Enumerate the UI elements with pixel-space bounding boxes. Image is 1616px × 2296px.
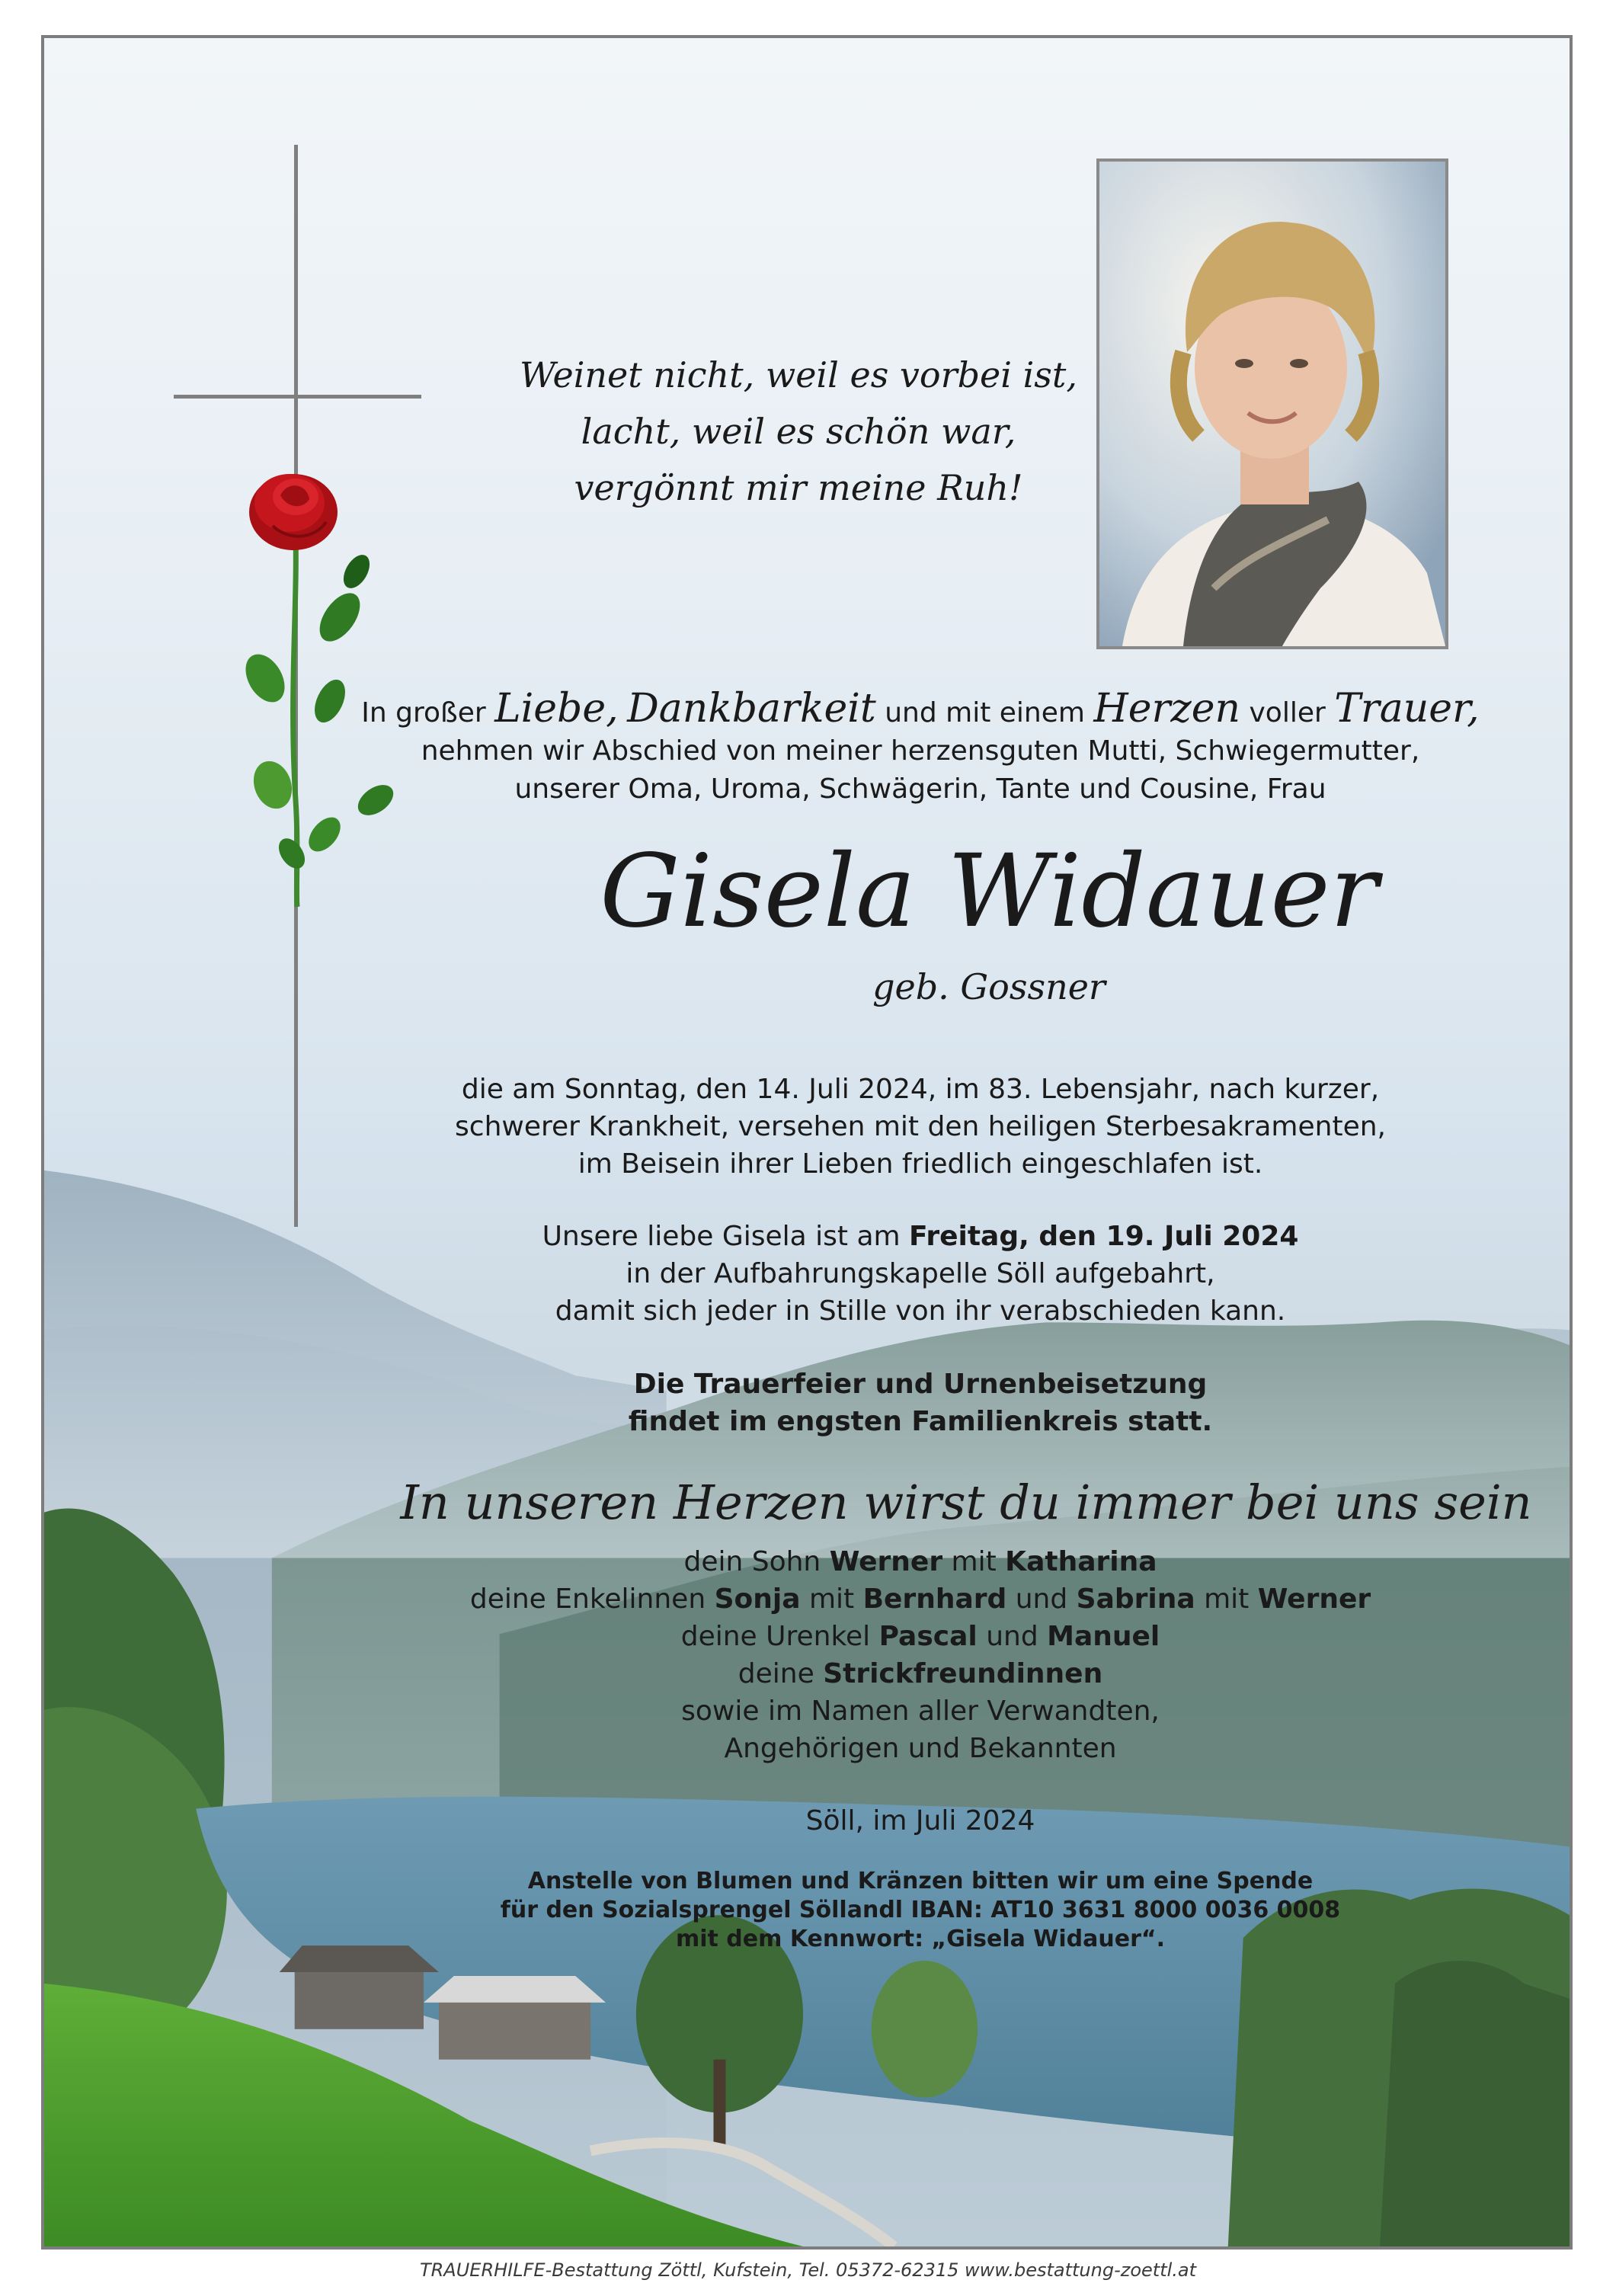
donation-line: für den Sozialsprengel Söllandl IBAN: AT10 3631 8000 0036 0008 — [500, 1897, 1341, 1923]
quote-line: lacht, weil es schön war, — [581, 411, 1016, 452]
donation-line: mit dem Kennwort: „Gisela Widauer“. — [675, 1926, 1166, 1952]
viewing-paragraph — [349, 1218, 1492, 1330]
word-dankbarkeit: Dankbarkeit — [627, 686, 876, 732]
farewell-quote — [517, 347, 1080, 516]
intro-line-2: nehmen wir Abschied von meiner herzensguten Mutti, Schwiegermutter, — [421, 735, 1420, 767]
cross-horizontal-beam — [174, 395, 421, 399]
word-liebe: Liebe, — [494, 686, 619, 732]
portrait-photo — [1096, 159, 1448, 649]
intro-line-3: unserer Oma, Uroma, Schwägerin, Tante und Cousine, Frau — [514, 773, 1326, 805]
donation-line: Anstelle von Blumen und Kränzen bitten wir um eine Spende — [527, 1868, 1314, 1894]
obituary-card — [41, 35, 1573, 2250]
mourners-list — [349, 1543, 1492, 1767]
viewing-line-1: Unsere liebe Gisela ist am Freitag, den 19. Juli 2024 — [542, 1221, 1299, 1252]
birth-name: geb. Gossner — [872, 966, 1106, 1007]
viewing-line-3: damit sich jeder in Stille von ihr verabschieden kann. — [555, 1295, 1286, 1327]
ceremony-line: Die Trauerfeier und Urnenbeisetzung — [633, 1369, 1208, 1400]
mourner-line: deine Urenkel Pascal und Manuel — [680, 1621, 1160, 1652]
quote-line: vergönnt mir meine Ruh! — [574, 467, 1023, 508]
cross-with-rose — [174, 145, 425, 1227]
intro-text — [349, 686, 1492, 809]
mourner-line: dein Sohn Werner mit Katharina — [683, 1546, 1157, 1577]
ceremony-notice — [349, 1366, 1492, 1440]
mourner-line: deine Strickfreundinnen — [738, 1658, 1103, 1689]
mourner-line: Angehörigen und Bekannten — [724, 1733, 1117, 1764]
viewing-date: Freitag, den 19. Juli 2024 — [909, 1221, 1299, 1252]
donation-notice — [349, 1867, 1492, 1954]
word-herzen: Herzen — [1093, 686, 1241, 732]
viewing-line-2: in der Aufbahrungskapelle Söll aufgebahrt, — [626, 1258, 1215, 1289]
death-line: schwerer Krankheit, versehen mit den heiligen Sterbesakramenten, — [455, 1111, 1386, 1142]
place-date: Söll, im Juli 2024 — [805, 1805, 1035, 1836]
mourner-line: sowie im Namen aller Verwandten, — [681, 1696, 1160, 1727]
funeral-home-footer: TRAUERHILFE-Bestattung Zöttl, Kufstein, Tel. 05372-62315 www.bestattung-zoettl.at — [419, 2259, 1197, 2281]
memorial-motto: In unseren Herzen wirst du immer bei uns sein — [400, 1475, 1532, 1530]
rose-icon — [249, 474, 338, 550]
quote-line: Weinet nicht, weil es vorbei ist, — [519, 354, 1078, 395]
death-paragraph — [349, 1071, 1492, 1183]
death-line: im Beisein ihrer Lieben friedlich eingeschlafen ist. — [578, 1148, 1263, 1180]
deceased-name: Gisela Widauer — [600, 833, 1378, 950]
ceremony-line: findet im engsten Familienkreis statt. — [628, 1406, 1213, 1437]
death-line: die am Sonntag, den 14. Juli 2024, im 83. Lebensjahr, nach kurzer, — [461, 1074, 1380, 1105]
word-trauer: Trauer, — [1334, 686, 1480, 732]
intro-line-1: In großer Liebe, Dankbarkeit und mit einem Herzen voller Trauer, — [361, 686, 1480, 732]
mourner-line: deine Enkelinnen Sonja mit Bernhard und Sabrina mit Werner — [469, 1584, 1371, 1615]
